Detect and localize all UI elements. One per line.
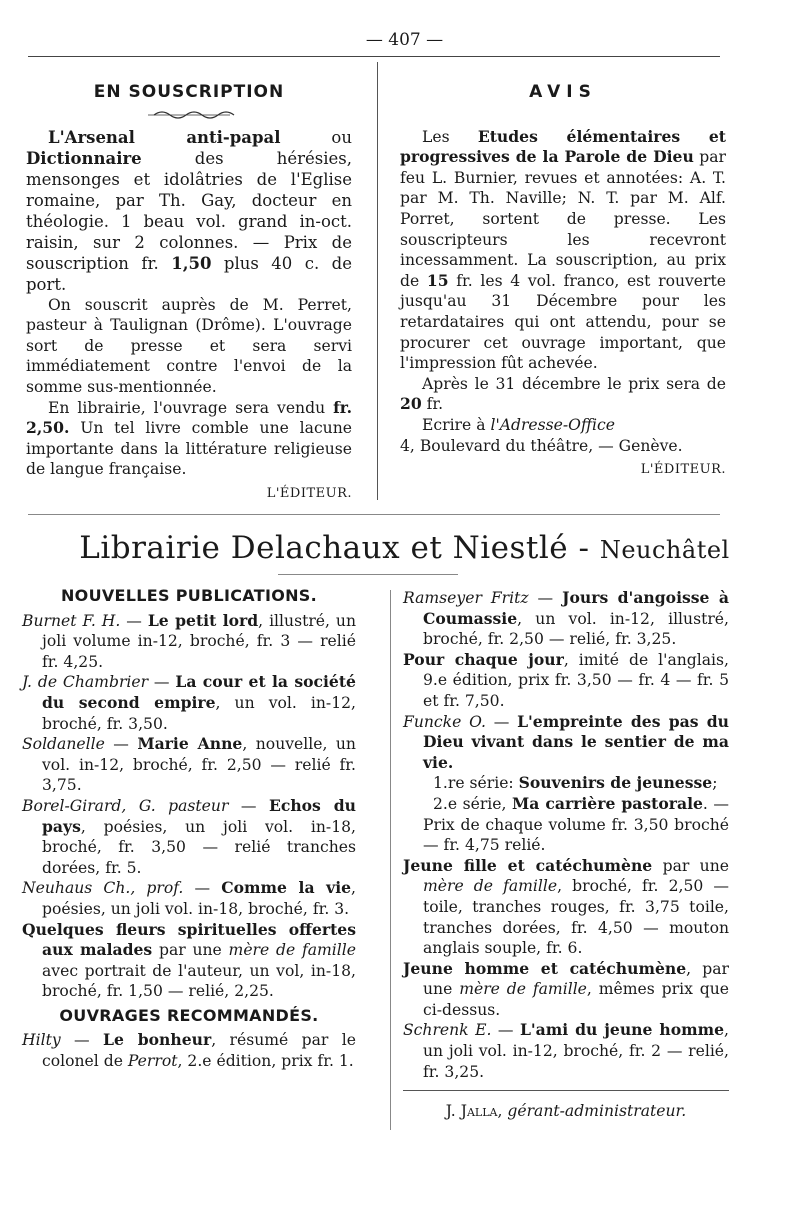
right-notice-heading: AVIS <box>529 82 597 102</box>
left-book-list <box>22 584 356 1072</box>
right-book-list <box>403 588 729 1122</box>
book-entry: Burnet F. H. — Le petit lord, illustré, un joli volume in-12, broché, fr. 3 — relié fr. 4,25. <box>22 610 357 671</box>
left-notice-para3: En librairie, l'ouvrage sera vendu fr. 2,50. Un tel livre comble une lacune importante dans la littérature religieuse de langue française. <box>26 397 352 479</box>
banner-top-rule <box>28 514 720 515</box>
book-subentry: 1.re série: Souvenirs de jeunesse; <box>433 773 718 793</box>
book-entry: Funcke O. — L'empreinte des pas du Dieu vivant dans le sentier de ma vie. <box>403 711 729 772</box>
section-nouvelles-publications: NOUVELLES PUBLICATIONS. <box>60 586 318 605</box>
book-entry: Neuhaus Ch., prof. — Comme la vie, poésies, un joli vol. in-18, broché, fr. 3. <box>22 878 357 918</box>
book-entry: Hilty — Le bonheur, résumé par le colonel de Perrot, 2.e édition, prix fr. 1. <box>22 1030 356 1071</box>
book-subentry: 2.e série, Ma carrière pastorale. — Prix de chaque volume fr. 3,50 broché — fr. 4,75 relié. <box>423 793 729 855</box>
book-entry: Quelques fleurs spirituelles offertes aux malades par une mère de famille avec portrait de l'auteur, un vol, in-18, broché, fr. 1,50 — relié, 2,25. <box>22 919 356 1001</box>
footer-rule <box>403 1090 729 1091</box>
column-divider-top <box>377 62 378 500</box>
column-divider-bottom <box>390 590 391 1130</box>
left-notice <box>26 82 352 505</box>
book-entry: Borel-Girard, G. pasteur — Echos du pays, poésies, un joli vol. in-18, broché, fr. 3,50 — relié tranches dorées, fr. 5. <box>22 795 357 877</box>
book-entry: Schrenk E. — L'ami du jeune homme, un joli vol. in-12, broché, fr. 2 — relié, fr. 3,25. <box>403 1020 729 1081</box>
top-rule <box>28 56 720 57</box>
right-notice-para1: Les Etudes élémentaires et progressives de la Parole de Dieu par feu L. Burnier, revues et annotées: A. T. par M. Th. Naville; N. T. par M. Alf. Porret, sortent de presse. Les souscripteurs les recevront incessamment. La souscription, au prix de 15 fr. les 4 vol. franco, est rouverte jusqu'au 31 Décembre pour les retardataires qui ont attendu, pour se procurer cet ouvrage important, que l'impression fût achevée. <box>400 126 727 373</box>
etudes-title: Etudes élémentaires et progressives de la Parole de Dieu <box>400 126 727 167</box>
dictionnaire-title: Dictionnaire <box>26 148 142 168</box>
publisher-banner: Librairie Delachaux et Niestlé - Neuchâtel <box>79 530 730 566</box>
arsenal-title: L'Arsenal anti-papal <box>48 127 281 147</box>
left-notice-signature: L'ÉDITEUR. <box>266 485 352 501</box>
book-entry: Jeune fille et catéchumène par une mère de famille, broché, fr. 2,50 — toile, tranches rouges, fr. 3,75 toile, tranches dorées, fr. 4,50 — mouton anglais souple, fr. 6. <box>403 855 729 958</box>
adresse-office: l'Adresse-Office <box>490 415 615 434</box>
right-notice-signature: L'ÉDITEUR. <box>640 462 726 478</box>
right-notice <box>400 82 726 481</box>
book-entry: J. de Chambrier — La cour et la société du second empire, un vol. in-12, broché, fr. 3,50. <box>22 672 356 733</box>
banner-bottom-rule <box>278 574 458 575</box>
flourish-ornament <box>26 103 352 127</box>
book-entry: Soldanelle — Marie Anne, nouvelle, un vol. in-12, broché, fr. 2,50 — relié fr. 3,75. <box>22 734 356 795</box>
book-entry: Jeune homme et catéchumène, par une mère de famille, mêmes prix que ci-dessus. <box>403 958 729 1019</box>
section-ouvrages-recommandes: OUVRAGES RECOMMANDÉS. <box>59 1005 319 1025</box>
publisher-name: Librairie Delachaux et Niestlé <box>79 530 569 566</box>
right-subscription-price: 15 <box>426 270 449 290</box>
right-later-price: 20 <box>400 394 422 414</box>
footer-signature: J. Jalla, gérant-administrateur. <box>445 1102 687 1121</box>
subscription-price: 1,50 <box>171 253 212 273</box>
left-notice-para2: On souscrit auprès de M. Perret, pasteur à Taulignan (Drôme). L'ouvrage sort de presse et sera servi immédiatement contre l'envoi de la somme sus-mentionnée. <box>26 295 352 396</box>
page-number: — 407 — <box>365 30 444 50</box>
book-entry: Pour chaque jour, imité de l'anglais, 9.e édition, prix fr. 3,50 — fr. 4 — fr. 5 et fr. 7,50. <box>403 649 729 710</box>
right-notice-para2: Après le 31 décembre le prix sera de 20 fr. <box>400 374 726 414</box>
publisher-city: Neuchâtel <box>599 536 730 564</box>
right-notice-para3: Ecrire à l'Adresse-Office <box>422 415 615 434</box>
left-notice-heading: EN SOUSCRIPTION <box>93 82 285 102</box>
book-entry: Ramseyer Fritz — Jours d'angoisse à Coumassie, un vol. in-12, illustré, broché, fr. 2,50 — relié, fr. 3,25. <box>403 588 729 649</box>
left-notice-para1: L'Arsenal anti-papal ou Dictionnaire des hérésies, mensonges et idolâtries de l'Eglise romaine, par Th. Gay, docteur en théologie. 1 beau vol. grand in-oct. raisin, sur 2 colonnes. — Prix de souscription fr. 1,50 plus 40 c. de port. <box>26 127 352 294</box>
bookstore-price: fr. 2,50. <box>26 397 352 438</box>
right-notice-address: 4, Boulevard du théâtre, — Genève. <box>400 436 683 455</box>
